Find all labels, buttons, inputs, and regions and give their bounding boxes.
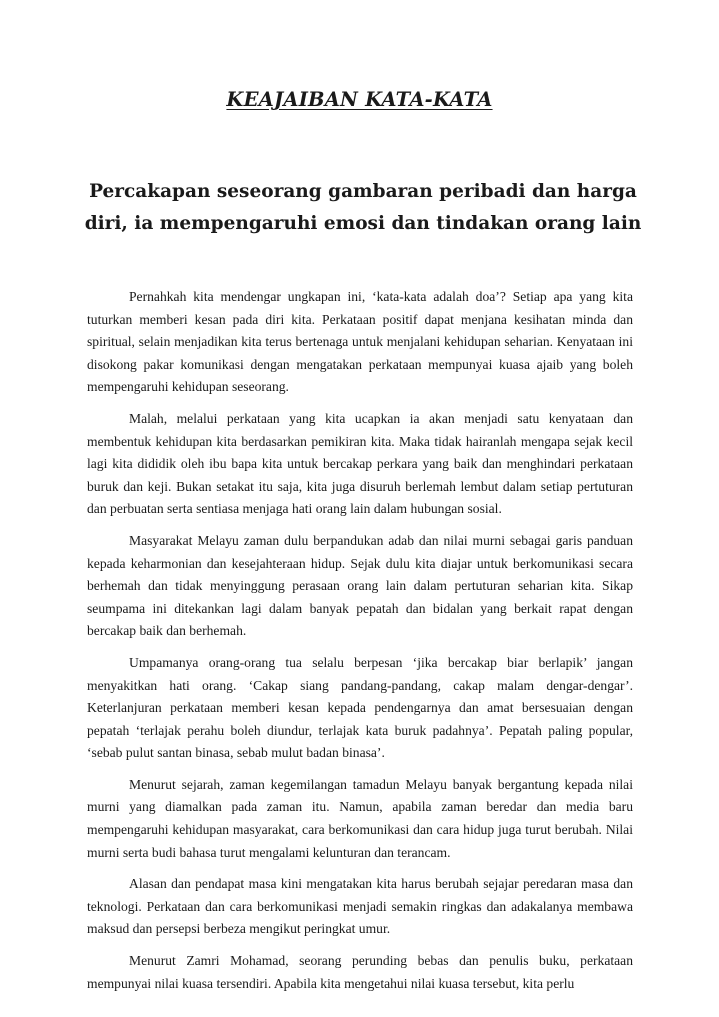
paragraph-1: Pernahkah kita mendengar ungkapan ini, ‘kata-kata adalah doa’? Setiap apa yang kita tuturkan memberi kesan pada diri kita. Perkataan positif dapat menjana kesihatan minda dan spiritual, selain menjadikan kita terus bertenaga untuk menjalani kehidupan seharian. Kenyataan ini disokong pakar komunikasi dengan mengatakan perkataan mempunyai kuasa ajaib yang boleh mempengaruhi kehidupan seseorang. <box>87 289 633 395</box>
paragraph-7: Menurut Zamri Mohamad, seorang perunding bebas dan penulis buku, perkataan mempunyai nilai kuasa tersendiri. Apabila kita mengetahui nilai kuasa tersebut, kita perlu <box>87 953 633 991</box>
document-title: KEAJAIBAN KATA-KATA <box>226 88 493 111</box>
paragraph-4: Umpamanya orang-orang tua selalu berpesan ‘jika bercakap biar berlapik’ jangan menyakitkan hati orang. ‘Cakap siang pandang-pandang, cakap malam dengar-dengar’. Keterlanjuran perkataan memberi kesan kepada pendengarnya dan amat bersesuaian dengan pepatah ‘terlajak perahu boleh diundur, terlajak kata buruk padahnya’. Pepatah paling popular, ‘sebab pulut santan binasa, sebab mulut badan binasa’. <box>87 654 633 761</box>
paragraph-2: Malah, melalui perkataan yang kita ucapkan ia akan menjadi satu kenyataan dan membentuk kehidupan kita berdasarkan pemikiran kita. Maka tidak hairanlah mengapa sejak kecil lagi kita dididik oleh ibu bapa kita untuk bercakap perkara yang baik dan menghindari perkataan buruk dan keji. Bukan setakat itu saja, kita juga disuruh berlemah lembut dalam setiap pertuturan dan perbuatan serta sentiasa menjaga hati orang lain dalam hubungan sosial. <box>87 410 633 517</box>
paragraph-3: Masyarakat Melayu zaman dulu berpandukan adab dan nilai murni sebagai garis panduan kepada keharmonian dan kesejahteraan hidup. Sejak dulu kita diajar untuk berkomunikasi secara berhemah dan tidak menyinggung perasaan orang lain dalam pertuturan seharian kita. Sikap seumpama ini ditekankan lagi dalam banyak pepatah dan bidalan yang berkait rapat dengan bercakap baik dan berhemah. <box>87 532 633 639</box>
document-body <box>87 286 633 1004</box>
document-subtitle: Percakapan seseorang gambaran peribadi dan harga diri, ia mempengaruhi emosi dan tindakan orang lain <box>84 181 642 234</box>
paragraph-6: Alasan dan pendapat masa kini mengatakan kita harus berubah sejajar peredaran masa dan teknologi. Perkataan dan cara berkomunikasi menjadi semakin ringkas dan adakalanya membawa maksud dan persepsi berbeza mengikut peringkat umur. <box>87 876 633 937</box>
paragraph-5: Menurut sejarah, zaman kegemilangan tamadun Melayu banyak bergantung kepada nilai murni yang diamalkan pada zaman itu. Namun, apabila zaman beredar dan media baru mempengaruhi kehidupan masyarakat, cara berkomunikasi dan cara hidup juga turut berubah. Nilai murni serta budi bahasa turut mengalami kelunturan dan terancam. <box>87 776 633 860</box>
